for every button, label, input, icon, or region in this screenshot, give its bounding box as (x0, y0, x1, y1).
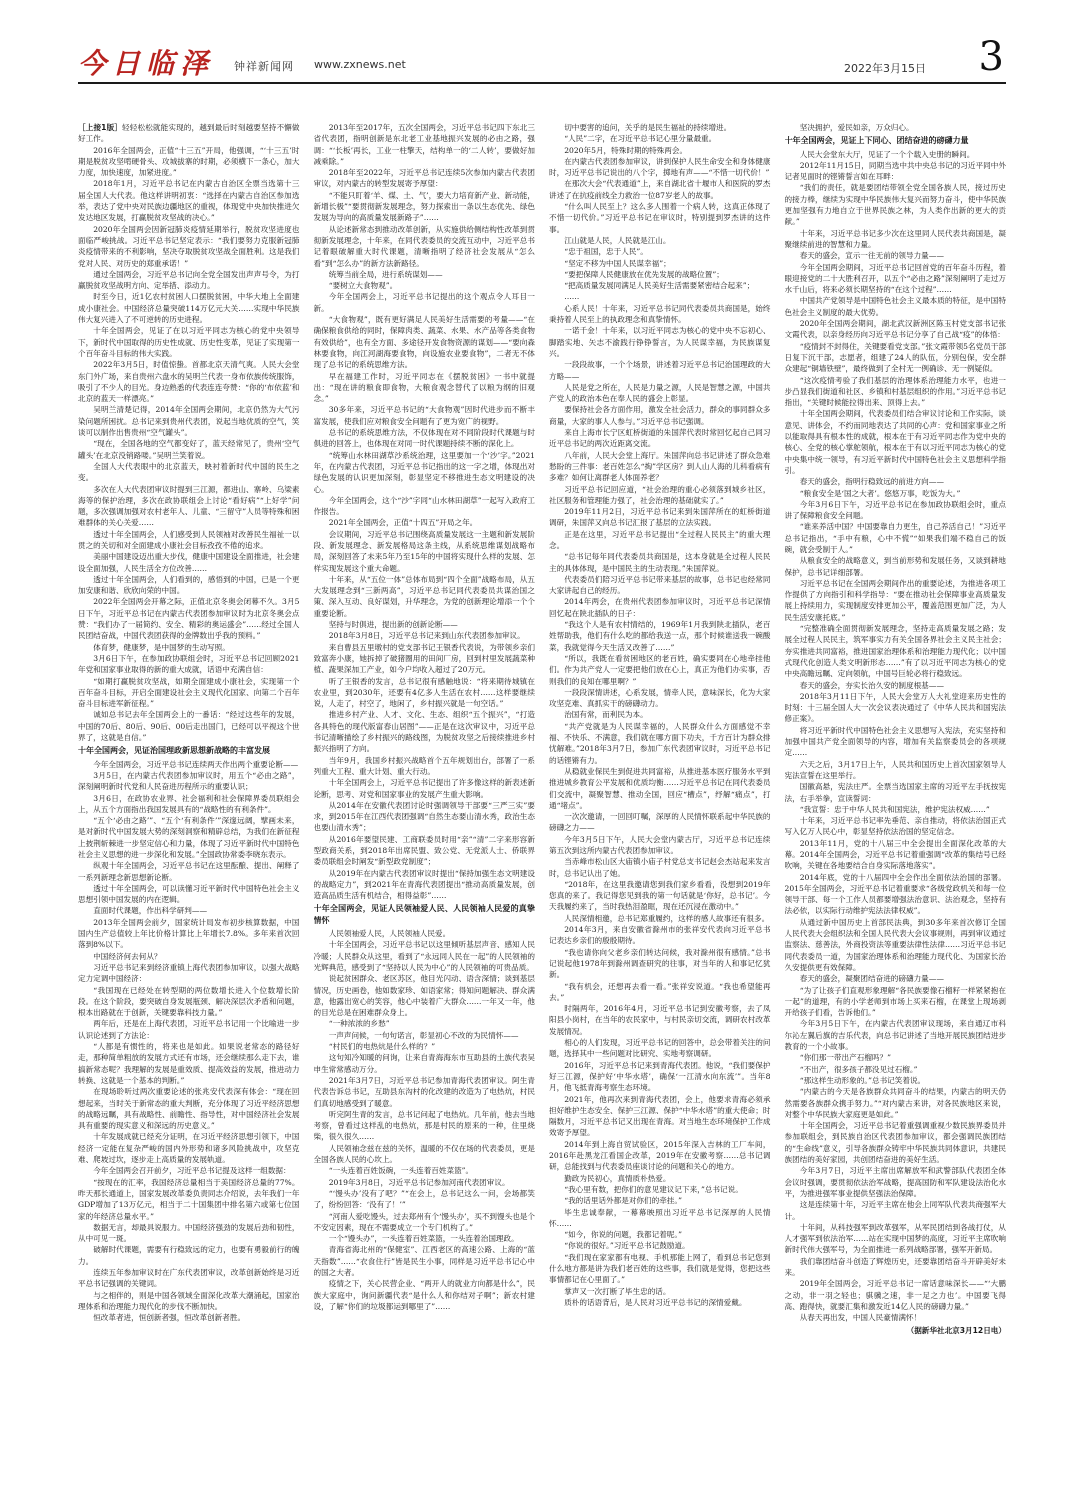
paragraph: 2018年至2022年，习近平总书记连续5次参加内蒙古代表团审议，对内蒙古的转型发展寄予厚望： (313, 168, 535, 189)
paragraph: “五个‘必由之路’”、“五个‘有利条件’”深邃远阔，擘画未来，是对新时代中国发展大势的深刻洞察和精辟总结，为我们在新征程上披荆斩棘进一步坚定信心和力量，体现了习近平新时代中国特色社会主义思想的进一步深化和发展。”全国政协常委李晓东表示。 (78, 816, 300, 859)
paragraph: “一头连着百姓饭碗，一头连着百姓菜篮”。 (328, 1166, 474, 1176)
paragraph: 坚持与时俱进，提出新的创新论断—— (328, 620, 458, 630)
paragraph: “如期打赢脱贫攻坚战，如期全面建成小康社会，实现第一个百年奋斗目标，开启全面建设社会主义现代化国家、向第二个百年奋斗目标进军新征程。” (78, 676, 300, 709)
paragraph: “人都是有惯性的，将来也是如此。如果说老常态的路径好走，那种简单粗放的发展方式还有市场，还会继续那么走下去，谁搞新常态呢？我理解的发展是重效质、提高效益的发展，推进动力转换、这就是一个基本的判断。” (78, 1042, 300, 1085)
paragraph: “那这样生动形象的。”总书记笑着说。 (799, 1075, 926, 1085)
paragraph: 2016年，习近平总书记来到青海代表团。他说，“我们要保护好三江源，保护好‘中华水塔’，确保‘一江清水向东流’”。当年8月，他飞抵青海考察生态环境。 (549, 1060, 771, 1093)
paragraph: 从春天再出发，中国人民豪情满怀！ (799, 1313, 922, 1323)
paragraph: 今年全国两会上，习近平总书记提出的这个观点令人耳目一新。 (313, 292, 535, 313)
paragraph: 一段段故事，一个个场景，讲述着习近平总书记治国理政的大方略—— (549, 360, 771, 381)
paragraph: 2012年11月15日，同期当选中共中央总书记的习近平同中外记者见面时的铿锵誓言如在耳畔： (784, 160, 1006, 182)
paragraph: 2014年3月，来自安徽省滁州市的张祥安代表向习近平总书记表达乡亲们的殷殷期待。 (549, 925, 771, 946)
section-heading: 十年全国两会，见证治国理政新思想新战略的丰富发展 (78, 746, 270, 756)
paragraph: 2018年3月8日，习近平总书记来到山东代表团参加审议。 (328, 631, 525, 641)
paragraph: 在现场聆听过两次重要论述的张兆安代表深有体会：“现在回想起来，当时关于新常态的重大判断，充分体现了习近平经济思想的战略远瞩，具有战略性、前瞻性、指导性，对中国经济社会发展具有重要的现实意义和深远的历史意义。” (78, 1087, 300, 1131)
paragraph: 30多年来，习近平总书记的“大食物观”因时代进步而不断丰富发展，使我们应对粮食安全问题有了更为宽广的视野。 (313, 405, 535, 426)
paragraph: 时至今日，近1亿农村贫困人口摆脱贫困，中华大地上全面建成小康社会。中国经济总量突破114万亿元大关……实现中华民族伟大复兴进入了不可逆转的历史进程。 (78, 292, 300, 325)
paragraph: 透过十年全国两会，人们看到的，感悟到的中国，已是一个更加安康和谐、欣欣向荣的中国。 (78, 574, 300, 596)
paragraph: 数据无言，却最具说服力。中国经济强劲的发展后劲和韧性，从中可见一斑。 (78, 1222, 300, 1244)
paragraph: 切中要害的追问，关乎的是民生福祉的持续增进。 (564, 123, 732, 132)
paragraph: 从粮食安全的战略意义，到当前形势和发展任务，又谈到耕地保护，总书记详细部署。 (784, 556, 1006, 577)
paragraph: 与之相伴的，则是中国各领域全面深化改革大潮涌起，国家治理体系和治理能力现代化的步伐不断加快。 (78, 1290, 300, 1311)
paragraph: 一声声问候，一句句诺言，彰显初心不改的为民情怀—— (328, 1030, 519, 1040)
newspaper-logo: 今日临泽 (78, 47, 215, 80)
paragraph: “‘馒头办’没有了吧？”“在会上，总书记这么一问，会场都笑了，纷纷回答：‘没有了！’” (313, 1188, 535, 1210)
paragraph: 2019年3月8日，习近平总书记参加河南代表团审议。 (328, 1177, 510, 1187)
paragraph: 人民是党之所在，人民是力量之源，人民是智慧之源，中国共产党人的政治本色在奉人民的盛会上彰显。 (549, 382, 771, 404)
paragraph: 这是连续第十年，习近平主席在他会上同军队代表共商强军大计。 (784, 1200, 1006, 1221)
paragraph: 青海省海北州的“保健室”、江西老区的高速公路、上海的“蓝天指数”……“衣食住行”皆是民生小事，同样是习近平总书记心中的国之大者。 (313, 1245, 535, 1277)
paragraph: 人民领袖念兹在兹的关怀，温暖的不仅在场的代表委员，更是全国各族人民的心坎上。 (313, 1143, 535, 1165)
masthead (78, 34, 1006, 84)
paragraph: “2018年，在这里我邀请您到我们家乡看看，没想到2019年您真的来了。我记得您见到我的第一句话就是‘你好，总书记’。今天我履约来了，当时我热泪盈眶，现在还沉浸在激动中。” (549, 879, 771, 912)
paragraph: 3月6日下午，在参加政协联组会时，习近平总书记回顾2021年党和国家事业取得的新的重大成就，话语中充满自信： (78, 653, 300, 675)
paragraph: 从2019年在内蒙古代表团审议时提出“保持加强生态文明建设的战略定力”，到2021年在青海代表团提出“推动高质量发展，创造高品质生活有机结合，相得益彰”…… (313, 868, 535, 901)
paragraph: 毕生忠诚奉献，一幕幕映照出习近平总书记深厚的人民情怀…… (549, 1207, 771, 1228)
paragraph: “一种浓浓的乡愁” (328, 1019, 390, 1029)
paragraph: “疫情封不封得住，关键要看党支部。”张文霞带领5名党员干部日复下沉干部，志愿者，组建了24人的队伍，分别包保，安全群众建起“铜墙铁壁”，最终做到了全村无一例确诊、无一例疑似。 (784, 341, 1006, 374)
paragraph: 听了王银香的发言，总书记很有感触地说：“将来期待城镇在农业里，到2030年，还要有4亿多人生活在农村……这样要继续说，人走了，村空了，地闲了，乡村振兴就是一句空话。” (313, 676, 535, 709)
paragraph: 治国有常，而利民为本。 (564, 710, 648, 720)
paragraph: 十年全国两会，习近平总书记着重强调重视少数民族界委员并参加联组会，到民族自治区代表团参加审议，都会强调民族团结的“生命线”意义，引导各族群众铸牢中华民族共同体意识，共建民族团结的美好家园，共创团结奋进的美好生活。 (784, 1121, 1006, 1165)
paragraph: “要把保障人民健康放在优先发展的战略位置”； (564, 269, 724, 279)
paragraph: 代表委员们陪习近平总书记带来基层的故事，总书记也经常同大家讲起自己的经历。 (549, 574, 771, 596)
paragraph: 今年全国两会期间，习近平总书记回首党的百年奋斗历程，着眼迎接党的二十大胜利召开，以五个“必由之路”深刻阐明了走过万水千山后，将来必须长期坚持的“在这个过程”…… (784, 262, 1006, 295)
paragraph: “你说的很好。”习近平总书记鼓励道。 (564, 1241, 690, 1251)
paragraph: 两年后，还是在上海代表团，习近平总书记用一个比喻进一步认识论述到了方法论： (78, 1019, 300, 1040)
paragraph: “我心里有数，把你们的意见建议记下来，”总书记说。 (564, 1184, 743, 1194)
paragraph: 透过十年全国两会，可以读懂习近平新时代中国特色社会主义思想引领中国发展的内在逻辑。 (78, 883, 300, 905)
paragraph: 今年全国两会召开前夕，习近平总书记提及这样一组数据： (93, 1166, 291, 1176)
paragraph: “什么叫人民至上？这么多人围着一个病人转，这真正体现了不惜一切代价。”习近平总书记在审议时，特别提到罗杰讲的这件事。 (549, 202, 771, 234)
paragraph: 质朴的话语背后，是人民对习近平总书记的深情爱戴。 (564, 1297, 747, 1307)
paragraph: 2020年全国两会期间，湖北武汉新洲区陈玉村党支部书记张文霞代表，以亲身经历向习近平总书记分享了自己战“疫”的体悟： (784, 319, 1006, 340)
paragraph: 体育梦，健康梦，是中国梦的生动写照。 (93, 642, 230, 652)
paragraph: 2018年3月11日下午，人民大会堂万人大礼堂迎来历史性的时刻：十三届全国人大一次会议表决通过了《中华人民共和国宪法修正案》。 (784, 691, 1006, 724)
paragraph: 早在福建工作时，习近平同志在《摆脱贫困》一书中就提出：“现在讲的粮食即食物，大粮食观念替代了以粮为纲的旧观念。” (313, 371, 535, 404)
paragraph: 十年全国两会，习近平总书记以这里倾听基层声音、感知人民冷暖；人民群众从这里，看到了“永远同人民在一起”的人民领袖的光辉典范，感受到了“坚持以人民为中心”的人民领袖的可贵品质。 (313, 940, 535, 972)
paragraph: “内蒙古的今天是各族群众共同奋斗的结果，内蒙古的明天仍然需要各族群众携手努力。”“对内蒙古来讲，对各民族地区来说，对整个中华民族大家庭更是如此。” (784, 1087, 1006, 1119)
paragraph-text: 轻轻松松就能实现的，越到最后时刻越要坚持不懈做好工作。 (78, 123, 300, 144)
paragraph: 2014年两会，在贵州代表团参加审议时，习近平总书记深情回忆起在陕北插队的日子： (549, 597, 771, 618)
paragraph: 春天的盛会，宣示一往无前的领导力量—— (799, 251, 944, 261)
paragraph: 来自上海市长宁区虹桥街道的朱国萍代表时常回忆起自己同习近平总书记的两次近距离交流。 (549, 428, 771, 449)
paragraph: 来自曹县五里墩村的党支部书记王银香代表说，为带领乡亲们致富奔小康，她拆掉了破猪圈用的田间厂房，回到村里发展蔬菜种植、蔬果深加工产业，如今户均收入超过了20万元。 (313, 642, 535, 675)
paragraph: 心系人民！十年来，习近平总书记同代表委员共商国是，始终秉持着人民至上的执政理念和真挚情怀。 (549, 303, 771, 325)
paragraph: 十年发展成就已经充分证明，在习近平经济思想引领下，中国经济一定能在复杂严峻的国内外形势和诸多风险挑战中，攻坚克难、爬坡过坎，逐步走上高质量的发展轨道。 (78, 1132, 300, 1165)
paragraph: 2020年全国两会因新冠肺炎疫情延期举行，脱贫攻坚进度也面临严峻挑战。习近平总书记坚定表示：“我们要努力克服新冠肺炎疫情带来的不利影响，坚决夺取脱贫攻坚战全面胜利。这是我们党对人民、对历史的郑重承诺！” (78, 224, 300, 268)
paragraph: “这次疫情考验了我们基层的治理体系治理能力水平，也进一步凸显我们街道和社区、乡镇和村基层组织的作用。”习近平总书记指出，“关键时候能拉得出来、顶得上去。” (784, 375, 1006, 408)
site-url[interactable]: www.zxnews.net (314, 58, 406, 71)
paragraph: 在内蒙古代表团参加审议，讲到保护人民生命安全和身体健康时，习近平总书记说出的八个字，掷地有声——“不惜一切代价！” (549, 156, 771, 178)
paragraph: 十年全国两会上，习近平总书记提出了许多像这样的新表述新论断，思考、对党和国家事业的发展产生重大影响。 (313, 778, 535, 799)
article-column-2 (314, 122, 536, 1452)
paragraph: 美丽中国建设迈出重大步伐，健康中国建设全面推进，社会建设全面加强，人民生活全方位改善…… (78, 552, 300, 573)
paragraph: 2014年到上海自贸试验区，2015年深入吉林的工厂车间，2016年赴黑龙江看国企改革，2019年在安徽考察……总书记调研，总能找到与代表委员座谈讨论的问题和关心的地方。 (549, 1139, 771, 1172)
paragraph: 2013年11月，党的十八届三中全会提出全面深化改革的大幕。2014年全国两会，习近平总书记着重强调“改革的集结号已经吹响，关键在各地要结合自身实际落地落实”。 (784, 838, 1006, 871)
paragraph: “我有机会，还想再去看一看。”张祥安说道。“我也希望能再去。” (549, 981, 771, 1002)
paragraph: 八年前，人民大会堂上海厅。朱国萍向总书记讲述了群众急难愁盼的三件事：老百姓怎么“掏”学区房？到人山人海的儿科看病有多难？如何让离群老人体面养老？ (549, 450, 771, 483)
paragraph: 2018年1月，习近平总书记在内蒙古自治区全票当选第十三届全国人大代表。他这样讲明初衷：“选择在内蒙古自治区参加选举，表达了党中央对民族边疆地区的重视，体现党中央加快推进欠发达地区发展，打赢脱贫攻坚战的决心。” (78, 179, 300, 223)
paragraph: 在那次大会“代表通道”上，来自湖北省十堰市人和医院的罗杰讲述了在抗疫前线全力救治一位87岁老人的故事。 (549, 179, 771, 200)
continued-tag: ［上接1版］ (78, 123, 123, 132)
paragraph: 2021年3月7日，习近平总书记参加青海代表团审议。阿生青代表告诉总书记，互助县东沟村的化改建的改造为了电热炕，村民们真切地感受到了暖意。 (313, 1075, 535, 1108)
paragraph: “不能只盯着‘羊、煤、土、气’，要大力培育新产业、新动能，新增长极”“要贯彻新发展理念，努力探索出一条以生态优先、绿色发展为导向的高质量发展新路子”…… (313, 190, 535, 223)
paragraph: “人民”二字，在习近平总书记心里分量最重。 (564, 134, 717, 144)
paragraph: 直面时代课题，作出科学研判—— (93, 906, 208, 916)
paragraph: 时隔两年，2016年4月，习近平总书记到安徽考察，去了凤阳县小岗村，在当年的农民家中，与村民亲切交流，调研农村改革发展情况。 (549, 1004, 771, 1036)
paragraph: “我们现在家家都有电视、手机那能上网了，看到总书记您到什么地方都是讲为我们老百姓的这些事，我们就是觉得，您把这些事情都记在心里面了。” (549, 1252, 771, 1285)
paragraph: 六天之后，3月17日上午，人民共和国历史上首次国家领导人宪法宣誓在这里举行。 (784, 759, 1006, 780)
paragraph: 今年3月6日下午，习近平总书记在参加政协联组会时，重点讲了保障粮食安全问题。 (784, 499, 1006, 521)
paragraph: 2014年底，党的十八届四中全会作出全面依法治国的部署。2015年全国两会，习近平总书记着重要求“各级党政机关和每一位领导干部、每一个工作人员都要增强法治意识、法治观念，坚持有法必依，以实际行动维护宪法法律权威”。 (784, 872, 1006, 916)
paragraph: 江山就是人民，人民就是江山。 (564, 235, 671, 245)
paragraph: 当年9月，我国乡村振兴战略首个五年规划出台，部署了一系列重大工程、重大计划、重大行动。 (313, 755, 535, 776)
paragraph: 人民大会堂东大厅，见证了一个个载入史册的瞬间。 (799, 149, 975, 159)
paragraph: 诚如总书记去年全国两会上的一番话：“经过这些年的发展，中国的70后、80后、90后、00后走出国门，已经可以平视这个世界了，这就是自信。” (78, 710, 300, 743)
paragraph: 十年全国两会，见证了在以习近平同志为核心的党中央领导下，新时代中国取得的历史性成就、历史性变革，见证了实现第一个百年奋斗目标的伟大实践。 (78, 326, 300, 358)
paragraph: “谁来养活中国？中国要靠自力更生，自己养活自己！”习近平总书记指出，“手中有粮，心中不慌”“如果我们端不稳自己的饭碗，就会受制于人。” (784, 522, 1006, 554)
paragraph: 疫情之下，关心民营企业、“两开人的就业方向都是什么”，民族大家庭中，询问新疆代表“是什么人和你结对子啊”；新农村建设，了解“你们的垃圾都运到哪里了”…… (313, 1279, 535, 1311)
paragraph: 一次次邀请，一回回叮嘱，深厚的人民情怀联系起中华民族的磅礴之力—— (549, 812, 771, 833)
paragraph: “我也请你向父老乡亲们转达问候，我对滁州很有感情。”总书记说起他1978年到滁州调查研究的往事，对当年的人和事记忆犹新。 (549, 947, 771, 980)
paragraph: 要保持社会各方面作用，激发全社会活力，群众的事同群众多商量，大家的事人人参与。”习近平总书记强调。 (549, 405, 771, 426)
paragraph: 我们靠团结奋斗创造了辉煌历史，还要靠团结奋斗开辟美好未来。 (784, 1256, 1006, 1277)
paragraph: 2019年全国两会，习近平总书记一席话意味深长——“‘大鹏之动，非一羽之轻也；骐骥之速，非一足之力也’。中国要飞得高、跑得快，就要汇集和激发近14亿人民的磅礴力量。” (784, 1279, 1006, 1311)
paragraph: 3月5日，在内蒙古代表团参加审议时，用五个“必由之路”，深刻阐明新时代党和人民奋进历程所示的重要认识； (78, 770, 300, 792)
section-heading: 十年全国两会，见证上下同心、团结奋进的磅礴力量 (784, 136, 969, 146)
article-column-4 (785, 122, 1007, 1452)
paragraph: 习近平总书记来到经济重镇上海代表团参加审议，以强大战略定力定调中国经济： (78, 962, 300, 984)
paragraph: 今年3月7日，习近平主席出席解放军和武警部队代表团全体会议时强调，要贯彻依法治军战略，提高国防和军队建设法治化水平，为推进强军事业提供坚强法治保障。 (784, 1166, 1006, 1198)
paragraph: “粮食安全是‘国之大者’。悠悠万事，吃饭为大。” (799, 488, 961, 498)
paragraph: 春天的盛会，夯实长治久安的制度根基—— (799, 680, 944, 690)
paragraph: 勤政为民初心，真情质朴热爱。 (564, 1173, 671, 1183)
paragraph: “大食物观”，既有更好满足人民美好生活需要的考量——“在确保粮食供给的同时，保障肉类、蔬菜、水果、水产品等各类食物有效供给”，也有全方面、多途径开发食物资源的谋划——“要向森林要食物，向江河湖海要食物，向设施农业要食物”，二者无不体现了总书记的系统思维方法。 (313, 315, 535, 370)
paragraph: 习近平总书记在全国两会期间作出的重要论述，为推进各项工作提供了方向指引和科学指导：“要在推动社会保障事业高质量发展上持续用力，实现制度安排更加公平，覆盖范围更加广泛，为人民生活安康托底。” (784, 578, 1006, 622)
section-heading: 十年全国两会，见证人民领袖爱人民、人民领袖人民爱的真挚情怀 (313, 904, 535, 925)
paragraph: 将习近平新时代中国特色社会主义思想写入宪法，充实坚持和加强中国共产党全面领导的内容，增加有关监察委员会的各项规定…… (784, 725, 1006, 758)
paragraph: 3月6日，在政协农业界、社会福利和社会保障界委员联组会上，从五个方面指出我国发展具有的“战略性的有利条件”。 (78, 793, 300, 814)
paragraph: 相心的人们发现，习近平总书记的回答中，总会带着关注的问题，选择其中一些问题对比研究、实地考察调研。 (549, 1038, 771, 1059)
paragraph: 十年间，从科技强军到改革强军，从军民团结到各战打仗，从人才强军到依法治军……站在实现中国梦的高度，习近平主席吹响新时代伟大强军号，为全面推进一系列战略部署，强军开新局。 (784, 1222, 1006, 1255)
paragraph: 今年全国两会，习近平总书记连续两天作出两个重要论断—— (93, 759, 299, 769)
paragraph: “村民们的电热炕是什么样的？” (328, 1042, 436, 1052)
paragraph: 多次在人大代表团审议时提到三江源，都进山、寨岭、乌梁素海等的保护治理，多次在政协联组会上讨论“看好病”“上好学”问题，多次强调加强对农村老年人、儿童、“三留守”人员等特殊和困难群体的关心关爱…… (78, 484, 300, 528)
paragraph: 2019年11月2日，习近平总书记来到朱国萍所在的虹桥街道调研，朱国萍又向总书记汇报了基层的立法实践。 (549, 507, 771, 528)
paragraph: “我国现在已经处在转型期的两位数增长进入个位数增长阶段。在这个阶段，要突破自身发展瓶颈、解决深层次矛盾和问题，根本出路就在于创新，关键要靠科技力量。” (78, 985, 300, 1018)
paragraph: 坚决拥护，爱民如亲，万众归心。 (799, 123, 914, 132)
article-column-3 (549, 122, 771, 1452)
brand-name: 钟祥新闻网 (234, 60, 294, 73)
paragraph: 当赤峰市松山区大庙镇小庙子村党总支书记赵会杰站起来发言时，总书记认出了她。 (549, 857, 771, 878)
article-body (78, 122, 1006, 1452)
paragraph: 掌声又一次打断了毕生忠的话。 (564, 1286, 671, 1296)
paragraph: 一个“馒头办”，一头连着百姓菜篮，一头连着治国理政。 (328, 1234, 519, 1244)
paragraph: “要树立大食物观”。 (328, 281, 398, 291)
paragraph: 2022年3月5日，时值惊蛰。首都北京天清气爽。人民大会堂东门外广场，来自贵州六盘水的吴明兰代表一身布依族传统服饰，吸引了不少人的目光。身边熟悉的代表连连夸赞：“你的‘布依蓝’和北京的蓝天一样漂亮。” (78, 360, 300, 404)
paragraph: “不出产，很多孩子都没见过石榴。” (799, 1064, 918, 1074)
paragraph: “所以，我既在看贫困地区的老百姓，确实要同在心地牵挂他们。作为共产党人一定要把他们放在心上，真正为他们办实事，否则我们的良知在哪里啊？” (549, 653, 771, 686)
paragraph: 今年3月5日下午，在内蒙古代表团审议现场，来自通辽市科尔沁左翼后旗的吉乐代表，向总书记讲述了当地开展民族团结进步教育的一个小故事。 (784, 1019, 1006, 1052)
paragraph: 从论述新常态到推动改革创新，从实施供给侧结构性改革到贯彻新发展理念，十年来，在同代表委员的交流互动中，习近平总书记着眼破解重大时代课题，清晰指明了经济社会发展从“怎么看”到“怎么办”的新方法新路径。 (313, 224, 535, 268)
article-column-1 (78, 122, 300, 1452)
paragraph: “总书记每年同代表委员共商国是，这本身就是全过程人民民主的具体体现，是中国民主的生动表现。”朱国萍说。 (549, 552, 771, 573)
paragraph: “河南人爱吃馒头，过去郑州有个‘馒头办’，买不到馒头也是个不安定因素，现在不需要成立一个专门机构了。” (313, 1211, 535, 1232)
paragraph: 恒改革者进，恒创新者强，恒改革创新者胜。 (93, 1313, 246, 1323)
paragraph: 纵观十年全国两会，习近平总书记在这里酝酿、提出、阐释了一系列新理念新思想新论断。 (78, 861, 300, 882)
paragraph: 2013年全国两会前夕，国家统计局发布初步核算数据，中国国内生产总值较上年比价格计算比上年增长7.8%。多年来首次回落到8%以下。 (78, 917, 300, 950)
paragraph: “按现在的汇率，我国经济总量相当于美国经济总量的77%。昨天那长通道上，国家发展改革委负责同志介绍说，去年我们一年GDP增加了13万亿元，相当于二十国集团中排名第六或第七位国家的年经济总量水平。” (78, 1177, 300, 1221)
page-number: 3 (978, 34, 1004, 80)
paragraph: 连续五年参加审议时在广东代表团审议，改革创新始终是习近平总书记强调的关键词。 (78, 1267, 300, 1289)
paragraph: 人民领袖爱人民，人民领袖人民爱。 (328, 929, 451, 939)
paragraph: 正是在这里，习近平总书记提出“全过程人民民主”的重大理念。 (549, 529, 771, 550)
paragraph: 说起贫困群众、老区苏区，他目光闪动、语含深情；谈到基层情况，历史画卷，他如数家珍、如语家常；得知问题解决、群众满意，他露出宽心的笑容，他心中装着广大群众……一年又一年，他的目光总是在困难群众身上。 (313, 974, 535, 1018)
paragraph: 推进乡村产业、人才、文化、生态、组织“五个振兴”，“打造各具特色的现代版富春山居图”——正是在这次审议中，习近平总书记清晰描绘了乡村振兴的路线图，为脱贫攻坚之后接续推进乡村振兴指明了方向。 (313, 710, 535, 754)
paragraph: “我的话里话外都是对你们的牵挂。” (564, 1196, 683, 1206)
paragraph: 透过十年全国两会，人们感受到人民领袖对改善民生福祉一以贯之的关切和对全面建成小康社会目标孜孜不倦的追求。 (78, 529, 300, 550)
paragraph: “我们的责任，就是要团结带领全党全国各族人民，接过历史的接力棒，继续为实现中华民族伟大复兴而努力奋斗，使中华民族更加坚强有力地自立于世界民族之林，为人类作出新的更大的贡献。” (784, 183, 1006, 227)
article-credit: （据新华社北京3月12日电） (906, 1326, 1006, 1336)
paragraph: “共产党就是为人民谋幸福的，人民群众什么方面感觉不幸福、不快乐、不满意，我们就在哪方面下功夫，千方百计为群众排忧解难。”2018年3月7日，参加广东代表团审议时，习近平总书记的话铿锵有力。 (549, 721, 771, 765)
paragraph: …… (564, 292, 580, 302)
paragraph: 十年来，习近平总书记率先垂范、亲自推动，将依法治国正式写入亿万人民心中，彰显坚持依法治国的坚定信念。 (784, 816, 1006, 837)
paragraph: “把高质量发展同满足人民美好生活需要紧密结合起来”； (564, 281, 755, 291)
paragraph: “完整准确全面贯彻新发展理念，坚持走高质量发展之路；发展全过程人民民主，筑军事实力有关全国各界社会主义民主社会；夯实推进共同富裕，推进国家治理体系和治理能力现代化；以中国式现代化创造人类文明新形态……”有了以习近平同志为核心的党中央高瞻远瞩、定向领航，中国号巨轮必将行稳致远。 (784, 624, 1006, 679)
article-lead (78, 122, 300, 145)
paragraph: 一段段深情讲述，心系发展，情牵人民，意味深长，化为大家攻坚克难、真抓实干的磅礴动力。 (549, 687, 771, 709)
paragraph: 2020年5月，特殊时期的特殊两会。 (564, 145, 688, 155)
paragraph: “统筹山水林田湖草沙系统治理，这里要加一个‘沙’字。”2021年，在内蒙古代表团，习近平总书记指出的这一字之增，体现出对绿色发展的认识更加深刻，彰显坚定不移推进生态文明建设的决心。 (313, 450, 535, 494)
paragraph: “我宣誓：忠于中华人民共和国宪法，维护宪法权威……” (799, 804, 990, 814)
paragraph: 从稳就业保民生到促进共同富裕，从推进基本医疗服务水平到推进城乡教育公平发展和优质均衡……习近平总书记在同代表委员们交流中，凝聚智慧、推动全国，回应“槽点”，纾解“痛点”，打通“堵点”。 (549, 766, 771, 810)
paragraph: 2021年，他再次来到青海代表团，会上，他要求青海必须承担好维护生态安全、保护三江源、保护“中华水塔”的重大使命；时隔数月，习近平总书记又出现在青海。对当地生态环境保护工作成效寄予厚望。 (549, 1094, 771, 1138)
paragraph: 2021年全国两会，正值“十四五”开局之年。 (328, 518, 478, 528)
paragraph: 国徽高悬，宪法庄严。全票当选国家主席的习近平左手抚按宪法，右手举拳，宣读誓词： (784, 782, 1006, 803)
paragraph: 今年3月5日下午，人民大会堂内蒙古厅，习近平总书记连续第五次到这所内蒙古代表团参加审议。 (549, 834, 771, 855)
paragraph: 中国共产党领导是中国特色社会主义最本质的特征，是中国特色社会主义制度的最大优势。 (784, 296, 1006, 317)
paragraph: 今年全国两会，这个“沙”字同“山水林田湖草”一起写入政府工作报告。 (313, 495, 535, 517)
paragraph: 春天的盛会，指明行稳致远的前进方向—— (799, 477, 944, 487)
paragraph: 破解时代课题，需要有行稳致远的定力，也要有勇毅前行的魄力。 (78, 1245, 300, 1266)
issue-date: 2022年3月15日 (844, 62, 926, 75)
paragraph: “你们那一带出产石榴吗？” (799, 1053, 891, 1063)
paragraph: 人民深情相邀，总书记郑重履约，这样的感人故事还有很多。 (564, 913, 770, 923)
paragraph: “我这个人是有农村情结的，1969年1月我到陕北插队，老百姓帮助我，他们有什么吃的都给我送一点，那个时候谁送我一碗酸菜，我就觉得今天生活又改善了……” (549, 620, 771, 652)
paragraph: 从通过新中国历史上首部民法典，到30多年来首次修订全国人民代表大会组织法和全国人民代表大会议事规则，再到审议通过监察法、慈善法，外商投资法等重要法律性法律……习近平总书记同代表委员一道，为国家治理体系和治理能力现代化、为国家长治久安提供更有效保障。 (784, 917, 1006, 972)
paragraph: 春天的盛会，凝聚团结奋进的磅礴力量—— (799, 974, 944, 984)
paragraph: 吴明兰清楚记得，2014年全国两会期间，北京仍然为大气污染问题所困扰。总书记来到贵州代表团，说起当地优质的空气，笑谈可以制作出售贵州“空气罐头”。 (78, 405, 300, 438)
paragraph: 十年来，从“五位一体”总体布局到“四个全面”战略布局，从五大发展理念到“三新两高”，习近平总书记同代表委员共谋治国之策、深入互动、良好谋划，升华理念，为党的创新理论增添一个个重要论断。 (313, 574, 535, 618)
paragraph: 会议期间，习近平总书记围绕高质量发展这一主题和新发展阶段、新发展理念、新发展格局这条主线，从系统思维谋划战略布局，深刻回答了未来5年乃至15年的中国将实现什么样的发展、怎样实现发展这个重大命题。 (313, 529, 535, 573)
paragraph: “为了让孩子们直观形象理解“各民族要像石榴籽一样紧紧抱在一起”的道理，有的小学老师到市场上买来石榴，在课堂上现场剥开给孩子们看，告诉他们。” (784, 985, 1006, 1018)
paragraph: 统筹当前全局，进行系统谋划—— (328, 269, 443, 279)
paragraph: 一诺千金！十年来，以习近平同志为核心的党中央不忘初心、脚踏实地、矢志不渝践行铮铮誓言，为人民谋幸福，为民族谋复兴。 (549, 326, 771, 358)
paragraph: 中国经济何去何从？ (93, 951, 162, 961)
paragraph: 2013年至2017年，五次全国两会，习近平总书记四下东北三省代表团，指明创新是东北老工业基地振兴发展的必由之路，强调：“‘长板’再长，工业一柱擎天，结构单一的‘二人转’，要做好加减乘除。” (313, 123, 535, 166)
paragraph: 十年全国两会期间，代表委员们结合审议讨论和工作实际，谈意见、讲体会，不约而同地表达了共同的心声：党和国家事业之所以能取得具有根本性的成就，根本在于有习近平同志作为党中央的核心、全党的核心掌舵领航，根本在于有以习近平同志为核心的党中央集中统一领导，有习近平新时代中国特色社会主义思想科学指引。 (784, 409, 1006, 475)
paragraph: 总书记的系统思维方法，不仅体现在对不同阶段时代课题与时俱进的回答上，也体现在对同一时代课题持续不断的深化上。 (313, 428, 535, 449)
paragraph: 习近平总书记回应道，“社会治理的重心必须落到城乡社区，社区服务和管理能力强了，社会治理的基础就实了。” (549, 484, 771, 505)
paragraph: “现在，全国各地的空气都变好了，蓝天经常见了，贵州‘空气罐头’在北京没销路喽。”吴明兰笑着说。 (78, 439, 300, 460)
paragraph: 这句知冷知暖的问询，让来自青海海东市互助县的土族代表吴申生常常感动万分。 (313, 1053, 535, 1074)
paragraph: “如今，你说的问题，我都记着呢。” (564, 1230, 683, 1240)
paragraph: 全国人大代表眼中的北京蓝天，映衬着新时代中国的民生之变。 (78, 461, 300, 483)
paragraph: 十年来，习近平总书记多少次在这里同人民代表共商国是，凝聚继续前进的智慧和力量。 (784, 228, 1006, 249)
paragraph: “忠于祖国，忠于人民”。 (564, 247, 648, 257)
paragraph: 听完阿生青的发言，总书记问起了电热炕。几年前，他去当地考察，曾看过这样乱的电热炕，那是村民的原来的一种，住里烧柴，很久很久…… (313, 1109, 535, 1142)
paragraph: 2022年全国两会开幕之际，正值北京冬奥会闭幕不久。3月5日下午，习近平总书记在内蒙古代表团参加审议时为北京冬奥会点赞：“我们办了一届简约、安全、精彩的奥运盛会”……经过全国人民团结奋战，中国代表团获得的金牌数出乎我的预料。” (78, 597, 300, 641)
paragraph: 从2016年要望民建、工商联委员时用“亲”“清”二字来形容新型政商关系，到2018年出席民盟、致公党、无党派人士、侨联界委员联组会时阐发“新型政党制度”； (313, 834, 535, 867)
paragraph: 2016年全国两会，正值“十三五”开局，他强调，“‘十三五’时期是脱贫攻坚啃硬骨头、攻城拔寨的时期，必须横下一条心，加大力度，加快速度，加紧进度。” (78, 145, 300, 178)
paragraph: “坚定不移为中国人民谋幸福”； (564, 258, 671, 268)
paragraph: 通过全国两会，习近平总书记向全党全国发出声声号令，为打赢脱贫攻坚战明方向、定举措、添动力。 (78, 269, 300, 291)
paragraph: 从2014年在安徽代表团讨论时强调领导干部要“三严三实”要求，到2015年在江西代表团强调“自然生态要山清水秀，政治生态也要山清水秀”； (313, 800, 535, 833)
